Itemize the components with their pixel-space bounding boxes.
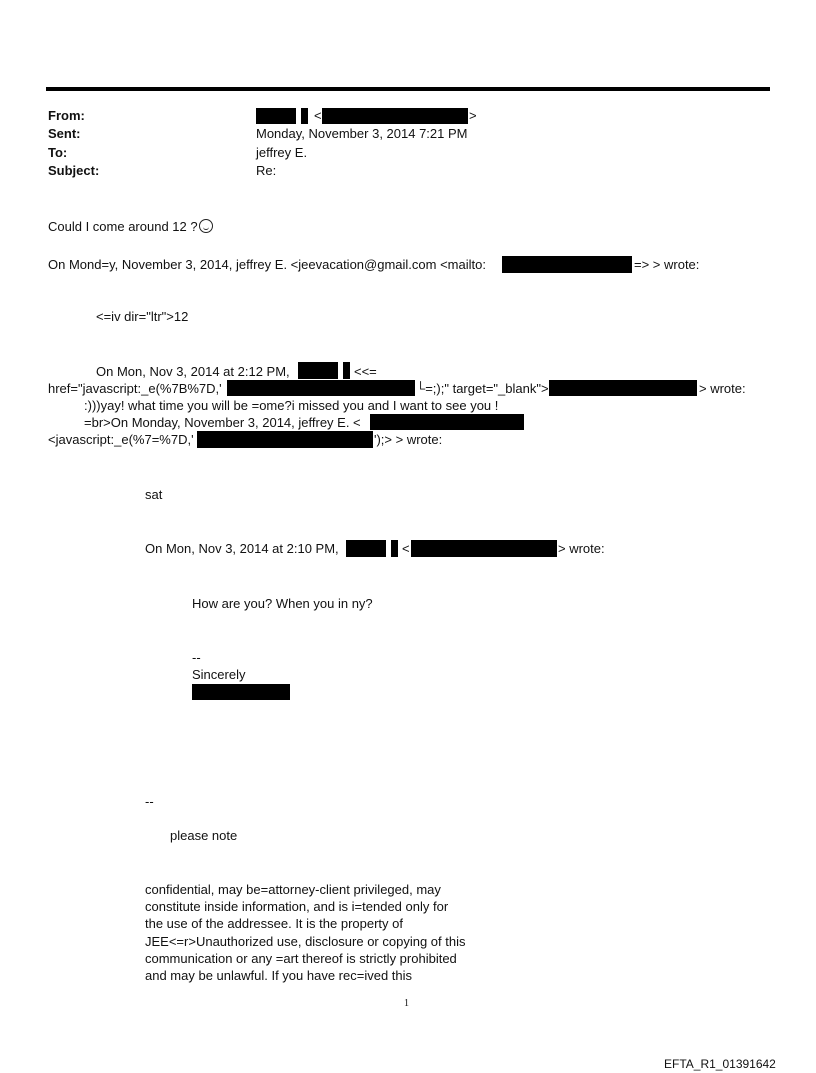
message-line	[48, 219, 213, 235]
quote2-d: └=;);" target="_blank">	[416, 381, 549, 396]
message-text: Could I come around 12 ?	[48, 219, 198, 234]
quote2-c: href="javascript:_e(%7B%7D,'	[48, 381, 222, 396]
disclaimer-line: communication or any =art thereof is strictly prohibited	[145, 951, 457, 966]
disclaimer-line: and may be unlawful. If you have rec=ived this	[145, 968, 413, 983]
quote2-e: > wrote:	[699, 381, 746, 396]
to-label: To:	[48, 145, 68, 160]
header-rule	[46, 87, 770, 91]
redaction-block	[227, 380, 415, 396]
br-line: =br>On Monday, November 3, 2014, jeffrey E. <	[84, 415, 361, 430]
js-line-pre: <javascript:_e(%7=%7D,'	[48, 432, 194, 447]
quote1-pre: On Mond=y, November 3, 2014, jeffrey E. <jeevacation@gmail.com <mailto:	[48, 257, 486, 272]
subject-value: Re:	[256, 163, 277, 178]
dash-separator: --	[145, 794, 154, 809]
redaction-block	[298, 362, 338, 379]
redaction-block	[549, 380, 697, 396]
quote3-lt: <	[402, 541, 410, 556]
js-line-post: ');> > wrote:	[374, 432, 443, 447]
quote2-b: <<=	[354, 364, 377, 379]
disclaimer-line: the use of the addressee. It is the property of	[145, 916, 403, 931]
redaction-block	[370, 414, 524, 430]
redaction-block	[343, 362, 350, 379]
redaction-block	[197, 431, 373, 448]
sat-line: sat	[145, 487, 163, 502]
quote1-post: => > wrote:	[634, 257, 700, 272]
redaction-block	[192, 684, 290, 700]
redaction-block	[502, 256, 632, 273]
div-line: <=iv dir="ltr">12	[96, 309, 189, 324]
yay-line: :)))yay! what time you will be =ome?i missed you and I want to see you !	[84, 398, 499, 413]
disclaimer-line: JEE<=r>Unauthorized use, disclosure or copying of this	[145, 934, 466, 949]
quote3-post: > wrote:	[558, 541, 605, 556]
quote2-a: On Mon, Nov 3, 2014 at 2:12 PM,	[96, 364, 290, 379]
subject-label: Subject:	[48, 163, 100, 178]
document-id: EFTA_R1_01391642	[664, 1057, 776, 1071]
to-value: jeffrey E.	[256, 145, 308, 160]
page-number: 1	[404, 998, 409, 1009]
disclaimer-line: confidential, may be=attorney-client privileged, may	[145, 882, 441, 897]
sent-label: Sent:	[48, 126, 81, 141]
quote3-pre: On Mon, Nov 3, 2014 at 2:10 PM,	[145, 541, 339, 556]
sent-value: Monday, November 3, 2014 7:21 PM	[256, 126, 468, 141]
from-gt: >	[469, 108, 477, 123]
from-lt: <	[314, 108, 322, 123]
how-are-you: How are you? When you in ny?	[192, 596, 373, 611]
grinning-face-icon	[199, 219, 213, 233]
from-label: From:	[48, 108, 85, 123]
redaction-block	[322, 108, 468, 124]
redaction-block	[346, 540, 386, 557]
redaction-block	[391, 540, 398, 557]
signature-dash: --	[192, 650, 201, 665]
sincerely: Sincerely	[192, 667, 246, 682]
redaction-block	[256, 108, 296, 124]
redaction-block	[411, 540, 557, 557]
please-note: please note	[170, 828, 238, 843]
redaction-block	[301, 108, 308, 124]
disclaimer-line: constitute inside information, and is i=tended only for	[145, 899, 449, 914]
